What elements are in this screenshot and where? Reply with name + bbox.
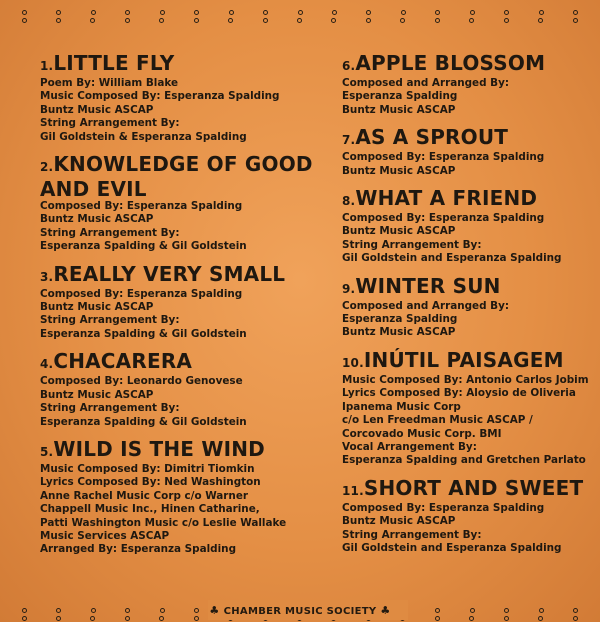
credit-line: Esperanza Spalding bbox=[342, 313, 458, 326]
left-track-column bbox=[40, 52, 320, 566]
track-title-text: SHORT AND SWEET bbox=[363, 475, 584, 500]
credit-line: String Arrangement By: bbox=[40, 402, 180, 415]
dot-ornament-icon bbox=[22, 10, 27, 15]
track-title-text: CHACARERA bbox=[53, 349, 193, 374]
credit-line: Esperanza Spalding & Gil Goldstein bbox=[40, 327, 247, 340]
credit-line: Buntz Music ASCAP bbox=[342, 103, 456, 116]
footer-label bbox=[0, 604, 600, 617]
track-entry bbox=[40, 153, 320, 254]
ornament-left-icon: ♣ bbox=[209, 604, 220, 617]
credit-line: Music Services ASCAP bbox=[40, 529, 170, 542]
dot-ornament-icon bbox=[366, 10, 371, 15]
track-number: 9. bbox=[342, 281, 356, 296]
dot-ornament-icon bbox=[332, 10, 337, 15]
track-title bbox=[342, 477, 592, 502]
credit-line: Esperanza Spalding & Gil Goldstein bbox=[40, 415, 247, 428]
dot-ornament-icon bbox=[91, 10, 96, 15]
credit-line: Arranged By: Esperanza Spalding bbox=[40, 543, 237, 556]
credit-line: Buntz Music ASCAP bbox=[342, 326, 456, 339]
credit-line: String Arrangement By: bbox=[342, 238, 482, 251]
credit-line: Poem By: William Blake bbox=[40, 77, 179, 89]
credit-line: Buntz Music ASCAP bbox=[342, 164, 456, 177]
ornament-right-icon: ♣ bbox=[380, 604, 391, 617]
credit-line: Composed and Arranged By: bbox=[342, 77, 510, 89]
credit-line: Composed and Arranged By: bbox=[342, 299, 510, 312]
track-title bbox=[342, 52, 592, 77]
track-entry bbox=[342, 275, 592, 340]
credit-line: Chappell Music Inc., Hinen Catharine, bbox=[40, 503, 260, 516]
credit-line: Esperanza Spalding and Gretchen Parlato bbox=[342, 454, 586, 467]
credit-line: Gil Goldstein and Esperanza Spalding bbox=[342, 541, 562, 554]
credit-line: Lyrics Composed By: Aloysio de Oliveria bbox=[342, 387, 576, 400]
track-title bbox=[40, 438, 320, 463]
dot-ornament-icon bbox=[160, 10, 165, 15]
track-entry bbox=[40, 263, 320, 342]
track-number: 10. bbox=[342, 355, 364, 370]
track-number: 2. bbox=[40, 160, 54, 175]
track-entry bbox=[342, 349, 592, 468]
credit-line: Patti Washington Music c/o Leslie Wallake bbox=[40, 516, 287, 529]
credit-line: Buntz Music ASCAP bbox=[40, 388, 154, 401]
credit-line: String Arrangement By: bbox=[40, 314, 180, 327]
track-title-text: AS A SPROUT bbox=[355, 125, 509, 150]
dot-ornament-icon bbox=[504, 10, 509, 15]
track-entry bbox=[40, 438, 320, 557]
credit-line: Composed By: Esperanza Spalding bbox=[342, 501, 545, 514]
track-title-continued: AND EVIL bbox=[40, 177, 147, 202]
credit-line: Composed By: Esperanza Spalding bbox=[40, 200, 243, 213]
credit-line: Vocal Arrangement By: bbox=[342, 440, 477, 453]
dot-ornament-icon bbox=[539, 10, 544, 15]
track-title-text: INÚTIL PAISAGEM bbox=[363, 347, 564, 372]
track-entry bbox=[40, 52, 320, 144]
track-title bbox=[342, 275, 592, 300]
credit-line: Buntz Music ASCAP bbox=[342, 515, 456, 528]
credit-line: Music Composed By: Dimitri Tiomkin bbox=[40, 462, 255, 475]
credit-line: Composed By: Leonardo Genovese bbox=[40, 375, 243, 388]
credit-line: Buntz Music ASCAP bbox=[40, 103, 154, 116]
track-number: 8. bbox=[342, 194, 356, 209]
track-title-text: WHAT A FRIEND bbox=[355, 186, 538, 211]
credit-line: Composed By: Esperanza Spalding bbox=[342, 212, 545, 225]
credit-line: Esperanza Spalding & Gil Goldstein bbox=[40, 240, 247, 253]
dot-ornament-icon bbox=[435, 10, 440, 15]
dot-ornament-icon bbox=[298, 10, 303, 15]
track-title bbox=[40, 52, 320, 77]
credit-line: String Arrangement By: bbox=[40, 226, 180, 239]
footer-text: CHAMBER MUSIC SOCIETY bbox=[223, 606, 377, 617]
dot-ornament-icon bbox=[263, 10, 268, 15]
track-entry bbox=[342, 187, 592, 266]
dot-ornament-icon bbox=[401, 10, 406, 15]
top-dot-border bbox=[0, 4, 600, 20]
track-title-text: REALLY VERY SMALL bbox=[53, 261, 286, 286]
dot-ornament-icon bbox=[229, 10, 234, 15]
credit-line: String Arrangement By: bbox=[342, 528, 482, 541]
credit-line: c/o Len Freedman Music ASCAP / bbox=[342, 414, 533, 427]
credit-line: Lyrics Composed By: Ned Washington bbox=[40, 476, 261, 489]
track-title bbox=[40, 153, 320, 178]
track-title-text: KNOWLEDGE OF GOOD bbox=[53, 152, 313, 177]
track-title-text: LITTLE FLY bbox=[53, 51, 175, 75]
credit-line: String Arrangement By: bbox=[40, 117, 180, 130]
track-number: 5. bbox=[40, 444, 54, 459]
dot-ornament-icon bbox=[470, 10, 475, 15]
track-entry bbox=[342, 52, 592, 117]
track-title-text: WINTER SUN bbox=[355, 273, 501, 298]
track-number: 4. bbox=[40, 357, 54, 372]
track-number: 1. bbox=[40, 59, 54, 73]
track-title bbox=[342, 187, 592, 212]
track-number: 11. bbox=[342, 483, 364, 498]
track-title-text: WILD IS THE WIND bbox=[53, 436, 265, 461]
track-entry bbox=[342, 477, 592, 556]
track-entry bbox=[40, 350, 320, 429]
track-number: 6. bbox=[342, 59, 356, 73]
credit-line: Ipanema Music Corp bbox=[342, 400, 461, 413]
track-entry bbox=[342, 126, 592, 178]
track-title-text: APPLE BLOSSOM bbox=[355, 51, 546, 75]
credit-line: Anne Rachel Music Corp c/o Warner bbox=[40, 489, 249, 502]
credit-line: Gil Goldstein and Esperanza Spalding bbox=[342, 252, 562, 265]
dot-ornament-icon bbox=[56, 10, 61, 15]
track-title bbox=[40, 350, 320, 375]
right-track-column bbox=[342, 52, 592, 564]
track-title bbox=[40, 263, 320, 288]
dot-ornament-icon bbox=[194, 10, 199, 15]
credit-line: Buntz Music ASCAP bbox=[40, 213, 154, 226]
credit-line: Composed By: Esperanza Spalding bbox=[342, 151, 545, 164]
credit-line: Gil Goldstein & Esperanza Spalding bbox=[40, 130, 247, 143]
credit-line: Esperanza Spalding bbox=[342, 90, 458, 103]
credit-line: Buntz Music ASCAP bbox=[342, 225, 456, 238]
credit-line: Composed By: Esperanza Spalding bbox=[40, 287, 243, 300]
track-number: 3. bbox=[40, 269, 54, 284]
credit-line: Buntz Music ASCAP bbox=[40, 301, 154, 314]
credit-line: Music Composed By: Antonio Carlos Jobim bbox=[342, 373, 589, 386]
track-title bbox=[342, 126, 592, 151]
credit-line: Corcovado Music Corp. BMI bbox=[342, 427, 502, 440]
credit-line: Music Composed By: Esperanza Spalding bbox=[40, 90, 280, 103]
track-title bbox=[342, 349, 592, 374]
dot-ornament-icon bbox=[125, 10, 130, 15]
track-number: 7. bbox=[342, 133, 356, 148]
dot-ornament-icon bbox=[573, 10, 578, 15]
